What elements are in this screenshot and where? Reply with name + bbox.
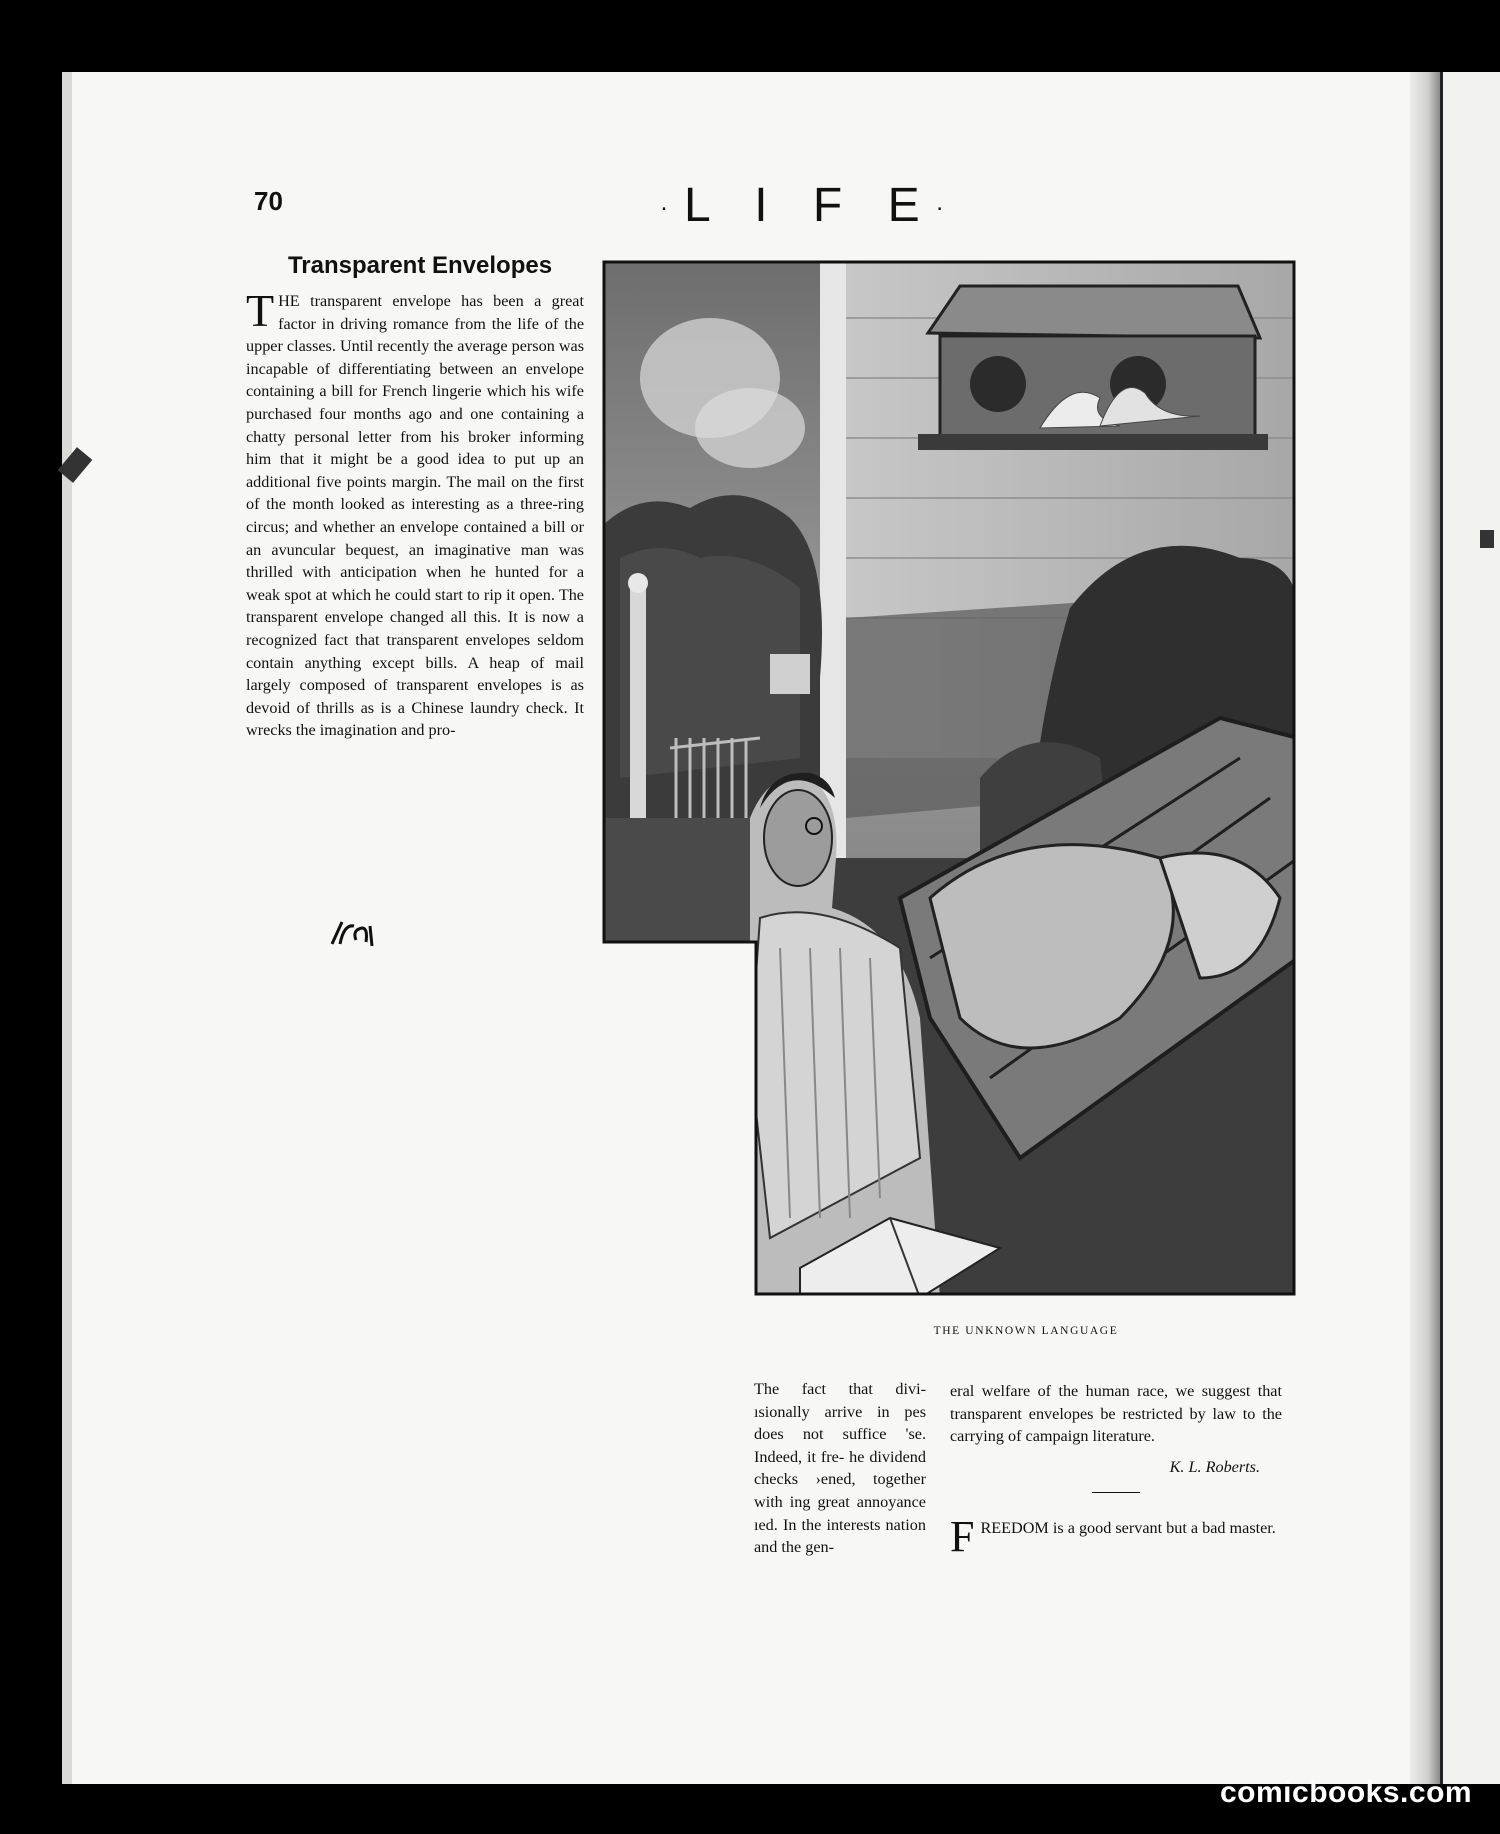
facing-page-mark: [1480, 530, 1494, 548]
article-column-1: [246, 290, 584, 880]
drop-cap: T: [246, 290, 275, 336]
illustration-caption: THE UNKNOWN LANGUAGE: [933, 1325, 1119, 1337]
filler-drop-cap: F: [950, 1512, 975, 1562]
illustration: [600, 258, 1298, 1298]
masthead-title: L I F E: [684, 179, 936, 232]
section-rule: [1092, 1492, 1140, 1493]
masthead: [660, 178, 960, 233]
page-number: 70: [254, 186, 283, 216]
artist-signature-mark: [330, 918, 380, 948]
facing-page-edge: [1440, 72, 1500, 1784]
page-binding: [1410, 72, 1440, 1784]
article-body-3: eral welfare of the human race, we suggest that transparent envelopes be restricted by law to the carrying of campaign literature.: [950, 1382, 1282, 1446]
masthead-dot-left: ·: [660, 194, 684, 222]
masthead-dot-right: ·: [935, 194, 960, 222]
article-body-2: The fact that divi- ısionally arrive in pes does not suffice 'se. Indeed, it fre- he dividend checks ›ened, together with ing great annoyance ıed. In the interests nation and the gen-: [754, 1380, 926, 1557]
article-title: Transparent Envelopes: [287, 252, 553, 279]
illustration-scene: [600, 258, 1298, 1298]
article-body-1: HE transparent envelope has been a great factor in driving romance from the life of the upper classes. Until recently the average person was incapable of differentiating between an envelope containing a bill for French lingerie which his wife purchased four months ago and one containing a chatty personal letter from his broker informing him that it might be a good idea to put up an additional five points margin. The mail on the first of the month looked as interesting as a three-ring circus; and whether an envelope contained a bill or an avuncular bequest, an imaginative man was thrilled with anticipation when he hunted for a weak spot at which he could start to rip it open. The transparent envelope changed all this. It is now a recognized fact that transparent envelopes seldom contain anything except bills. A heap of mail largely composed of transparent envelopes is as devoid of thrills as is a Chinese laundry check. It wrecks the imagination and pro-: [246, 292, 584, 740]
article-column-2: [754, 1378, 926, 1574]
article-column-3: [950, 1380, 1282, 1562]
watermark: comicbooks.com: [1220, 1776, 1473, 1809]
filler-text: REEDOM is a good servant but a bad master.: [980, 1519, 1276, 1538]
byline: K. L. Roberts.: [1169, 1457, 1260, 1476]
